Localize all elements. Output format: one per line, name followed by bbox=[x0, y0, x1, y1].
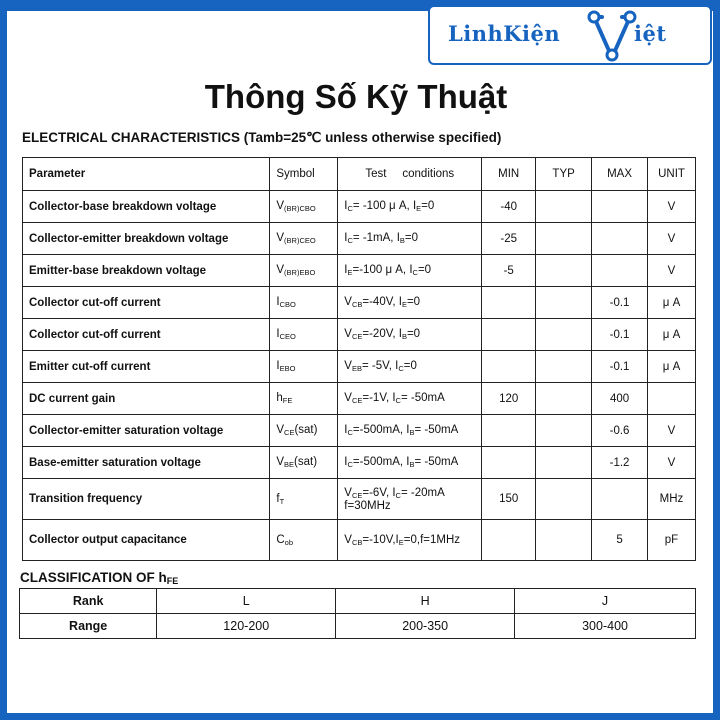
min-cell bbox=[482, 287, 536, 319]
max-cell: -0.1 bbox=[592, 351, 648, 383]
parameter-cell: Collector-emitter breakdown voltage bbox=[23, 223, 270, 255]
conditions-cell: $I_E=-100$ μ A, $I_C=0$ bbox=[338, 255, 482, 287]
rank-cell: J bbox=[515, 589, 696, 614]
range-row bbox=[20, 614, 696, 639]
parameter-cell: Collector output capacitance bbox=[23, 520, 270, 561]
unit-cell: V bbox=[648, 415, 696, 447]
typ-cell bbox=[536, 287, 592, 319]
unit-cell: pF bbox=[648, 520, 696, 561]
parameter-cell: Transition frequency bbox=[23, 479, 270, 520]
min-cell: -40 bbox=[482, 191, 536, 223]
typ-cell bbox=[536, 191, 592, 223]
conditions-cell: $V_{CE}=-20V$, $I_B=0$ bbox=[338, 319, 482, 351]
min-cell bbox=[482, 520, 536, 561]
conditions-cell: $I_C= -100$ μ A, $I_E=0$ bbox=[338, 191, 482, 223]
typ-cell bbox=[536, 223, 592, 255]
max-cell: -0.1 bbox=[592, 287, 648, 319]
brand-logo bbox=[428, 5, 712, 65]
conditions-cell: $V_{EB}= -5V$, $I_C=0$ bbox=[338, 351, 482, 383]
range-cell: 200-350 bbox=[336, 614, 515, 639]
conditions-cell: $V_{CB}=-40V$, $I_E=0$ bbox=[338, 287, 482, 319]
table-row bbox=[23, 191, 696, 223]
parameter-cell: Collector cut-off current bbox=[23, 287, 270, 319]
typ-cell bbox=[536, 479, 592, 520]
classification-title bbox=[20, 570, 178, 586]
table-row bbox=[23, 351, 696, 383]
unit-cell: V bbox=[648, 447, 696, 479]
conditions-cell: $V_{CB}=-10V,I_E=0,f=1MHz$ bbox=[338, 520, 482, 561]
parameter-cell: Base-emitter saturation voltage bbox=[23, 447, 270, 479]
max-cell: 400 bbox=[592, 383, 648, 415]
unit-cell: V bbox=[648, 191, 696, 223]
typ-cell bbox=[536, 415, 592, 447]
range-cell: 300-400 bbox=[515, 614, 696, 639]
table-header-row bbox=[23, 158, 696, 191]
conditions-cell: $V_{CE}=-1V$, $I_C= -50mA$ bbox=[338, 383, 482, 415]
symbol-cell: $I_{CBO}$ bbox=[270, 287, 338, 319]
symbol-cell: $h_{FE}$ bbox=[270, 383, 338, 415]
max-cell: -1.2 bbox=[592, 447, 648, 479]
min-cell: 150 bbox=[482, 479, 536, 520]
min-cell bbox=[482, 415, 536, 447]
classification-title-main: CLASSIFICATION OF h bbox=[20, 570, 167, 585]
max-cell: 5 bbox=[592, 520, 648, 561]
parameter-cell: Collector cut-off current bbox=[23, 319, 270, 351]
unit-cell bbox=[648, 383, 696, 415]
electrical-characteristics-table bbox=[22, 157, 696, 561]
unit-cell: μ A bbox=[648, 287, 696, 319]
parameter-cell: Collector-emitter saturation voltage bbox=[23, 415, 270, 447]
table-row bbox=[23, 520, 696, 561]
header-test-conditions: Test conditions bbox=[338, 158, 482, 191]
max-cell bbox=[592, 223, 648, 255]
unit-cell: V bbox=[648, 255, 696, 287]
table-row bbox=[23, 287, 696, 319]
circuit-v-logo-icon bbox=[586, 9, 638, 63]
typ-cell bbox=[536, 447, 592, 479]
conditions-cell: $V_{CE}=-6V$, $I_C= -20mA$ f=30MHz bbox=[338, 479, 482, 520]
symbol-cell: $I_{CEO}$ bbox=[270, 319, 338, 351]
max-cell bbox=[592, 479, 648, 520]
symbol-cell: $f_T$ bbox=[270, 479, 338, 520]
electrical-characteristics-title: ELECTRICAL CHARACTERISTICS (Tamb=25℃ unless otherwise specified) bbox=[22, 130, 502, 145]
symbol-cell: $V_{(BR)EBO}$ bbox=[270, 255, 338, 287]
min-cell bbox=[482, 319, 536, 351]
logo-prefix: LinhKiện bbox=[448, 21, 561, 46]
logo-suffix: iệt bbox=[634, 21, 667, 46]
symbol-cell: $V_{CE}(sat)$ bbox=[270, 415, 338, 447]
parameter-cell: Emitter-base breakdown voltage bbox=[23, 255, 270, 287]
parameter-cell: Emitter cut-off current bbox=[23, 351, 270, 383]
symbol-cell: $V_{BE}(sat)$ bbox=[270, 447, 338, 479]
header-unit: UNIT bbox=[648, 158, 696, 191]
typ-cell bbox=[536, 351, 592, 383]
page-title: Thông Số Kỹ Thuật bbox=[204, 78, 508, 115]
min-cell bbox=[482, 351, 536, 383]
rank-row bbox=[20, 589, 696, 614]
min-cell: 120 bbox=[482, 383, 536, 415]
table-row bbox=[23, 415, 696, 447]
conditions-cell: $I_C= -1mA$, $I_B=0$ bbox=[338, 223, 482, 255]
header-max: MAX bbox=[592, 158, 648, 191]
header-parameter: Parameter bbox=[23, 158, 270, 191]
classification-table bbox=[19, 588, 696, 639]
typ-cell bbox=[536, 255, 592, 287]
table-row bbox=[23, 383, 696, 415]
conditions-cell: $I_C=-500mA$, $I_B= -50mA$ bbox=[338, 415, 482, 447]
rank-label: Rank bbox=[20, 589, 157, 614]
unit-cell: μ A bbox=[648, 351, 696, 383]
table-row bbox=[23, 479, 696, 520]
rank-cell: L bbox=[157, 589, 336, 614]
max-cell: -0.6 bbox=[592, 415, 648, 447]
max-cell: -0.1 bbox=[592, 319, 648, 351]
rank-cell: H bbox=[336, 589, 515, 614]
symbol-cell: $V_{(BR)CEO}$ bbox=[270, 223, 338, 255]
unit-cell: V bbox=[648, 223, 696, 255]
unit-cell: μ A bbox=[648, 319, 696, 351]
symbol-cell: $C_{ob}$ bbox=[270, 520, 338, 561]
range-label: Range bbox=[20, 614, 157, 639]
table-row bbox=[23, 319, 696, 351]
min-cell: -5 bbox=[482, 255, 536, 287]
header-min: MIN bbox=[482, 158, 536, 191]
unit-cell: MHz bbox=[648, 479, 696, 520]
min-cell: -25 bbox=[482, 223, 536, 255]
typ-cell bbox=[536, 319, 592, 351]
range-cell: 120-200 bbox=[157, 614, 336, 639]
max-cell bbox=[592, 191, 648, 223]
typ-cell bbox=[536, 383, 592, 415]
symbol-cell: $I_{EBO}$ bbox=[270, 351, 338, 383]
symbol-cell: $V_{(BR)CBO}$ bbox=[270, 191, 338, 223]
table-row bbox=[23, 255, 696, 287]
table-row bbox=[23, 447, 696, 479]
conditions-cell: $I_C=-500mA$, $I_B= -50mA$ bbox=[338, 447, 482, 479]
typ-cell bbox=[536, 520, 592, 561]
max-cell bbox=[592, 255, 648, 287]
parameter-cell: Collector-base breakdown voltage bbox=[23, 191, 270, 223]
parameter-cell: DC current gain bbox=[23, 383, 270, 415]
header-typ: TYP bbox=[536, 158, 592, 191]
classification-title-sub: FE bbox=[166, 576, 179, 586]
header-symbol: Symbol bbox=[270, 158, 338, 191]
table-row bbox=[23, 223, 696, 255]
min-cell bbox=[482, 447, 536, 479]
